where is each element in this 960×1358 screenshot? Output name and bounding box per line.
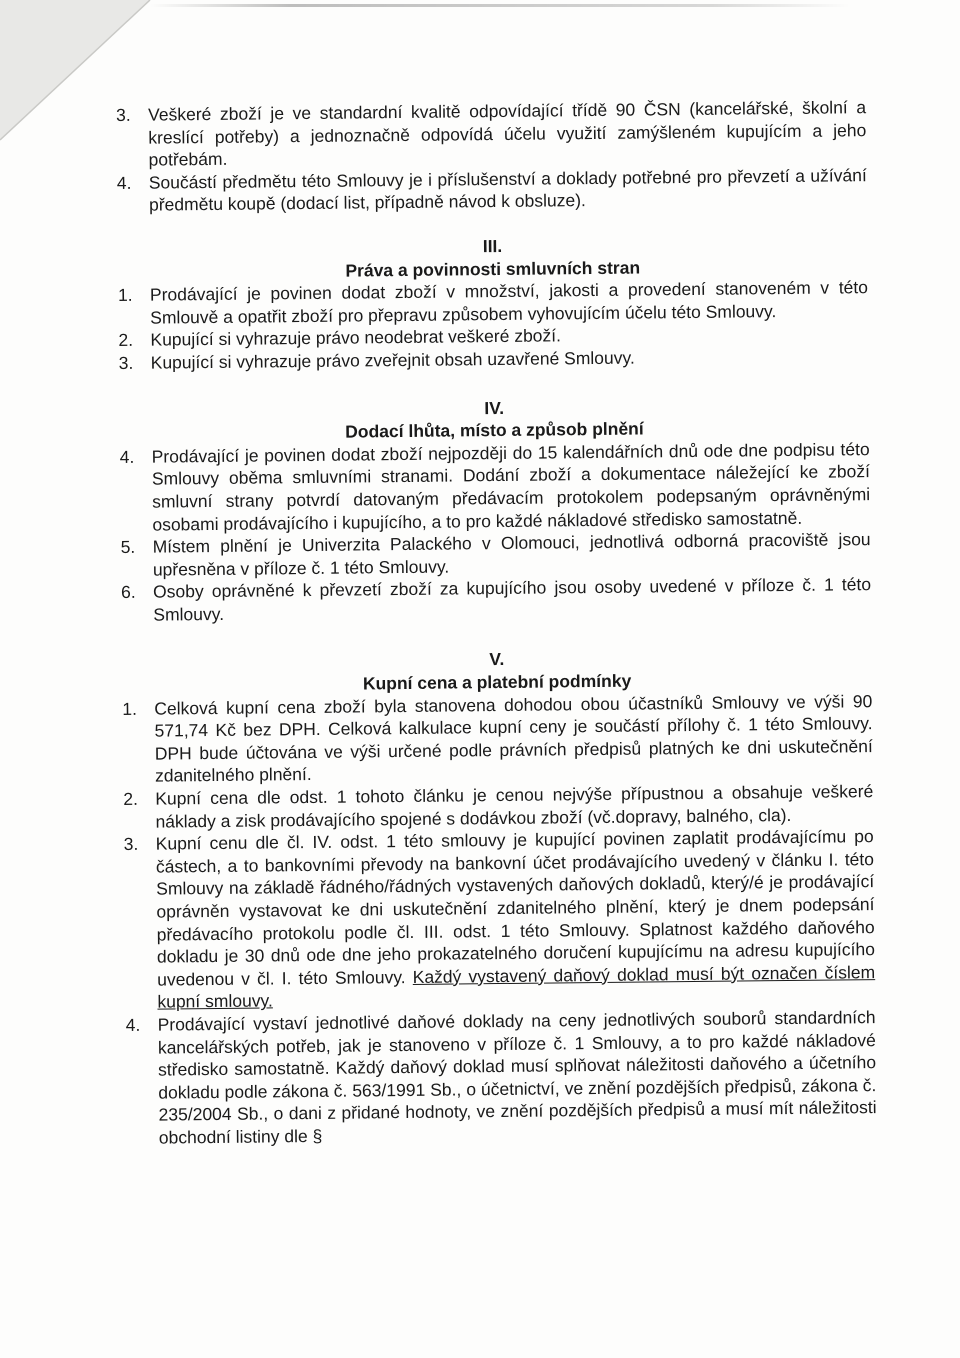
list-item (117, 164, 867, 217)
item-text: Prodávající je povinen dodat zboží v množství, jakosti a provedení stanoveném v této Smlouvě a opatřit zboží pro přepravu způsobem vyhovujícím účelu této Smlouvy. (149, 277, 869, 328)
list-item (121, 528, 871, 581)
item-text: Prodávající vystaví jednotlivé daňové doklady na ceny jednotlivých souborů standardních kancelářských potřeb, jak je stanoveno v příloze č. 1 Smlouvy, a to pro každé nákladové středisko samostatně. Každý daňový doklad musí splňovat náležitosti daňového a účetního dokladu podle zákona č. 563/1991 Sb., o účetnictví, ve znění pozdějších předpisů, zákona č. 235/2004 Sb., o dani z přidané hodnoty, ve znění pozdějších předpisů a musí mít náležitosti obchodní listiny dle § (157, 1007, 877, 1148)
item-text: Kupující si vyhrazuje právo neodebrat veškeré zboží. (150, 325, 562, 350)
item-number: 3. (118, 352, 134, 373)
item-number: 1. (122, 698, 138, 719)
section-number: V. (489, 649, 505, 670)
item-number: 1. (117, 284, 133, 306)
item-text: Kupní cena dle odst. 1 tohoto článku je cenou nejvýše přípustnou a obsahuje veškeré náklady a zisk prodávajícího spojené s dodávkou zboží (vč.dopravy, balného, cla). (155, 781, 874, 832)
list-item (116, 96, 867, 172)
underlined-text: Každý vystavený daňový doklad musí být označen číslem kupní smlouvy. (157, 961, 876, 1012)
item-text: Součástí předmětu této Smlouvy je i příslušenství a doklady potřebné pro převzetí a užívání předmětu koupě (dodací list, případně návod k obsluze). (148, 164, 867, 216)
section-title: Kupní cena a platební podmínky (362, 670, 632, 694)
item-text (156, 825, 876, 1013)
list-item (120, 438, 871, 536)
section-title: Práva a povinnosti smluvních stran (345, 257, 641, 281)
item-text-part: Kupní cenu dle čl. IV. odst. 1 této smlouvy je kupující povinen zaplatit prodávajícímu po částech, a to bankovními převody na bankovní účet prodávajícího uvedený v článku I. této Smlouvy na základě řádného/řádných vystavených daňových dokladů, který/é je prodávající oprávněn vystavovat ke dni uskutečnění zdanitelného plnění, který je dnem podepsání předávacího protokolu podle čl. III. odst. 1 této Smlouvy. Splatnost každého daňového dokladu je 30 dnů ode dne jeho prokazatelného doručení kupujícímu na adresu kupujícího uvedenou v čl. I. této Smlouvy. (155, 826, 875, 990)
item-text: Prodávající je povinen dodat zboží nejpozději do 15 kalendářních dnů ode dne podpisu této Smlouvy oběma smluvními stranami. Dodání zboží a dokumentace náležející ke zboží smluvní strany potvrdí datovaným předávacím protokolem podepsaným oprávněnými osobami prodávajícího i kupujícího, a to pro každé nákladové středisko samostatně. (151, 438, 871, 535)
item-number: 3. (123, 834, 139, 855)
item-number: 4. (116, 172, 132, 193)
list-item (124, 825, 876, 1014)
section-number: IV. (484, 397, 505, 418)
item-text: Místem plnění je Univerzita Palackého v Olomouci, jednotlivá odborná pracoviště jsou upřesněna v příloze č. 1 této Smlouvy. (152, 529, 871, 580)
scan-edge-line (150, 4, 850, 7)
list-item (121, 573, 871, 626)
item-number: 5. (120, 536, 136, 558)
item-number: 2. (118, 330, 134, 351)
section-title: Dodací lhůta, místo a způsob plnění (345, 418, 644, 442)
list-item (122, 690, 873, 788)
list-item (123, 780, 873, 833)
item-number: 6. (121, 582, 136, 603)
list-item (118, 276, 868, 329)
list-item (126, 1006, 877, 1149)
item-text: Osoby oprávněné k převzetí zboží za kupujícího jsou osoby uvedené v příloze č. 1 této Smlouvy. (153, 574, 872, 625)
item-number: 4. (119, 446, 135, 467)
item-number: 2. (123, 788, 138, 809)
item-text: Celková kupní cena zboží byla stanovena dohodou obou účastníků Smlouvy ve výši 90 571,74 Kč bez DPH. Celková kalkulace kupní ceny je součástí přílohy č. 1 této Smlouvy. DPH bude účtována ve výši určené podle právních předpisů platných ke dni uskutečnění zdanitelného plnění. (154, 690, 873, 787)
item-number: 4. (125, 1014, 141, 1035)
document-body (116, 96, 877, 1149)
item-text: Kupující si vyhrazuje právo zveřejnit obsah uzavřené Smlouvy. (150, 347, 635, 373)
section-number: III. (482, 235, 503, 257)
item-text: Veškeré zboží je ve standardní kvalitě odpovídající třídě 90 ČSN (kancelářské, školní a kreslící potřeby) a jednoznačně odpovídá účelu využití zamýšleném kupujícím a jeho potřebám. (148, 97, 867, 170)
item-number: 3. (116, 104, 131, 125)
